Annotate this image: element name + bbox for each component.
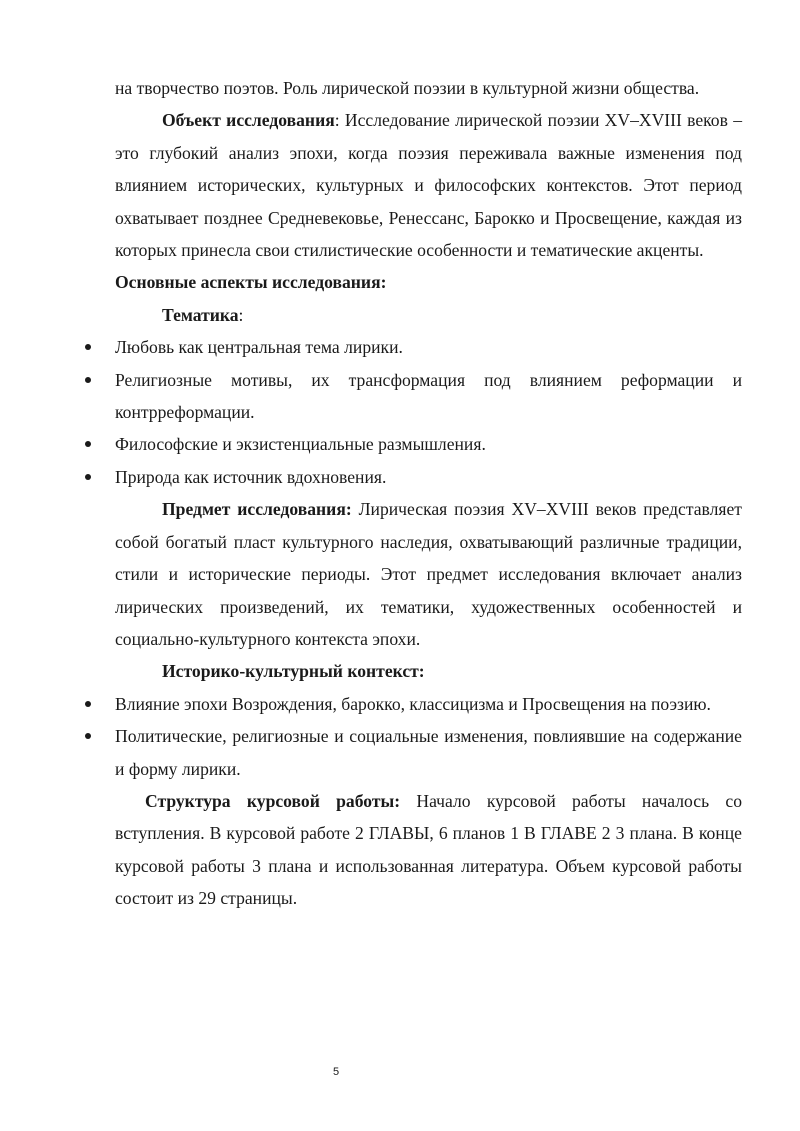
list-item-text: Религиозные мотивы, их трансформация под влиянием реформации и контрреформации. [115, 369, 742, 423]
list-item [115, 461, 742, 493]
themes-list [115, 331, 742, 493]
list-item [115, 331, 742, 363]
aspects-heading [115, 266, 742, 298]
aspects-heading-text: Основные аспекты исследования: [115, 272, 387, 293]
themes-separator: : [238, 304, 244, 325]
structure-label: Структура курсовой работы: [145, 790, 401, 811]
themes-label: Тематика [162, 304, 239, 325]
list-item [115, 720, 742, 785]
context-heading [115, 655, 742, 687]
list-item-text: Влияние эпохи Возрождения, барокко, классицизма и Просвещения на поэзию. [115, 693, 711, 714]
list-item-text: Политические, религиозные и социальные изменения, повлиявшие на содержание и форму лирики. [115, 726, 742, 779]
bullet-icon [85, 733, 91, 739]
list-item-text: Природа как источник вдохновения. [115, 466, 387, 487]
themes-heading [115, 299, 742, 331]
page-number: 5 [332, 1066, 340, 1078]
research-object-text: Исследование лирической поэзии XV–XVIII веков – это глубокий анализ эпохи, когда поэзия переживала важные изменения под влиянием исторических, культурных и философских контекстов. Этот период охватывает позднее Средневековье, Ренессанс, Барокко и Просвещение, каждая из которых принесла свои стилистические особенности и тематические акценты. [115, 110, 742, 261]
intro-paragraph: на творчество поэтов. Роль лирической поэзии в культурной жизни общества. [115, 78, 700, 98]
research-object-label: Объект исследования [162, 110, 335, 131]
list-item [115, 428, 742, 460]
research-subject-text: Лирическая поэзия XV–XVIII веков представляет собой богатый пласт культурного наследия, охватывающий различные традиции, стили и исторические периоды. Этот предмет исследования включает анализ лирических произведений, их тематики, художественных особенностей и социально-культурного контекста эпохи. [115, 499, 742, 649]
bullet-icon [85, 441, 91, 447]
bullet-icon [85, 474, 91, 480]
research-subject-paragraph [115, 493, 742, 655]
structure-paragraph [115, 785, 742, 915]
page-content [115, 72, 742, 915]
list-item [115, 364, 742, 429]
research-object-separator: : [334, 110, 340, 131]
research-subject-label: Предмет исследования: [162, 499, 352, 520]
context-list [115, 688, 742, 785]
list-item-text: Любовь как центральная тема лирики. [115, 337, 403, 358]
list-item [115, 688, 742, 720]
bullet-icon [85, 701, 91, 707]
bullet-icon [85, 344, 91, 350]
bullet-icon [85, 377, 91, 383]
structure-text: Начало курсовой работы началось со вступления. В курсовой работе 2 ГЛАВЫ, 6 планов 1 В ГЛАВЕ 2 3 плана. В конце курсовой работы 3 плана и использованная литература. Объем курсовой работы состоит из 29 страницы. [115, 790, 742, 909]
context-label: Историко-культурный контекст: [162, 661, 425, 682]
list-item-text: Философские и экзистенциальные размышления. [115, 434, 486, 455]
research-object-paragraph [115, 104, 742, 266]
